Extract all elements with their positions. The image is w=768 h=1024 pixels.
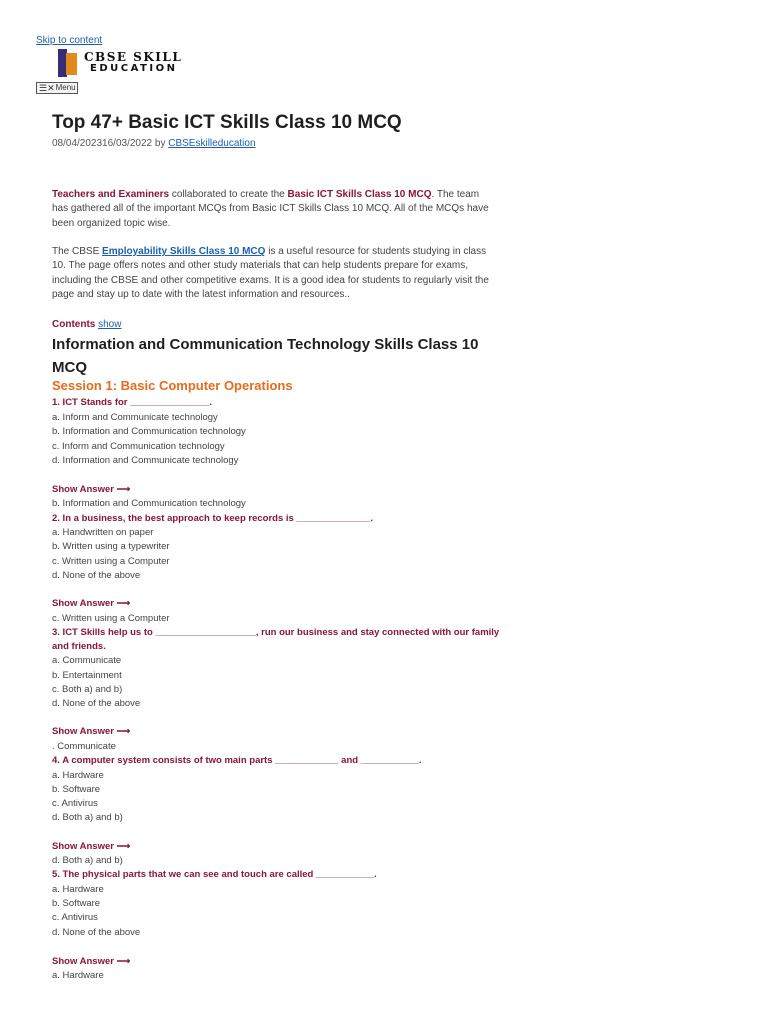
intro-text-4: is a useful resource for students studying in class 10. The page offers notes and other study materials that can help students prepare for exams, including the CBSE and other competitive exams. It is a good idea for students to regularly visit the page and stay up to date with the latest information and resources.. (52, 246, 489, 300)
logo-text-line2: EDUCATION (90, 63, 178, 74)
option-text: c. Inform and Communication technology (52, 441, 225, 452)
intro-text-1: collaborated to create the (169, 189, 288, 200)
show-answer-button[interactable]: Show Answer ⟶ (52, 956, 131, 967)
section-heading: Information and Communication Technology Skills Class 10 MCQ (52, 336, 479, 376)
question-text: 1. ICT Stands for _______________. (52, 397, 213, 408)
option-text: c. Antivirus (52, 798, 98, 809)
option-text: b. Information and Communication technology (52, 498, 246, 509)
show-answer-button[interactable]: Show Answer ⟶ (52, 841, 131, 852)
option-text: b. Software (52, 898, 101, 909)
logo-mark-icon (58, 49, 78, 77)
intro-text-3: The CBSE (52, 246, 103, 257)
show-answer-button[interactable]: Show Answer ⟶ (52, 484, 131, 495)
question-text: and friends. (52, 641, 106, 652)
option-text: c. Written using a Computer (52, 556, 170, 567)
option-text: a. Hardware (52, 884, 104, 895)
contents-label: Contents (52, 319, 96, 330)
option-text: b. Software (52, 784, 101, 795)
option-text: c. Written using a Computer (52, 613, 170, 624)
contents-show-toggle[interactable]: show (98, 319, 122, 330)
option-text: a. Handwritten on paper (52, 527, 154, 538)
employability-skills-link[interactable]: Employability Skills Class 10 MCQ (102, 246, 266, 257)
option-text: b. Entertainment (52, 670, 122, 681)
intro-paragraph-1 (52, 188, 492, 231)
option-text: d. None of the above (52, 698, 141, 709)
show-answer-button[interactable]: Show Answer ⟶ (52, 726, 131, 737)
option-text: d. None of the above (52, 927, 141, 938)
option-text: a. Hardware (52, 970, 104, 981)
intro-highlight-2: Basic ICT Skills Class 10 MCQ (287, 189, 432, 200)
menu-label: Menu (55, 83, 76, 92)
option-text: a. Communicate (52, 655, 122, 666)
intro-highlight-1: Teachers and Examiners (52, 189, 170, 200)
option-text: d. Both a) and b) (52, 812, 123, 823)
author-link[interactable]: CBSEskilleducation (168, 138, 256, 149)
option-text: a. Inform and Communicate technology (52, 412, 218, 423)
menu-toggle-button[interactable] (36, 82, 78, 94)
option-text: d. None of the above (52, 570, 141, 581)
logo-text-line1: CBSE SKILL (84, 50, 183, 64)
skip-to-content-link[interactable]: Skip to content (36, 35, 103, 46)
option-text: a. Hardware (52, 770, 104, 781)
post-by: by (154, 138, 166, 149)
table-of-contents (52, 319, 121, 330)
question-text: 2. In a business, the best approach to keep records is ______________. (52, 513, 374, 524)
option-text: c. Antivirus (52, 912, 98, 923)
show-answer-button[interactable]: Show Answer ⟶ (52, 598, 131, 609)
option-text: d. Information and Communicate technology (52, 455, 239, 466)
option-text: b. Written using a typewriter (52, 541, 170, 552)
session-heading: Session 1: Basic Computer Operations (52, 378, 293, 393)
question-text: 4. A computer system consists of two main parts ____________ and ___________. (52, 755, 422, 766)
post-meta (52, 138, 256, 149)
option-text: c. Both a) and b) (52, 684, 123, 695)
question-text: 3. ICT Skills help us to ___________________, run our business and stay connected with our family (52, 627, 500, 638)
post-dates: 08/04/202316/03/2022 (52, 138, 153, 149)
intro-text-2: . The team has gathered all of the important MCQs from Basic ICT Skills Class 10 MCQ. All of the MCQs have been organized topic wise. (52, 189, 489, 229)
option-text: b. Information and Communication technology (52, 426, 246, 437)
site-logo[interactable] (58, 48, 182, 78)
menu-icon: ☰✕ (39, 83, 55, 93)
intro-paragraph-2 (52, 245, 492, 302)
question-text: 5. The physical parts that we can see and touch are called ___________. (52, 869, 377, 880)
option-text: . Communicate (52, 741, 116, 752)
option-text: d. Both a) and b) (52, 855, 123, 866)
page-title: Top 47+ Basic ICT Skills Class 10 MCQ (52, 112, 402, 133)
